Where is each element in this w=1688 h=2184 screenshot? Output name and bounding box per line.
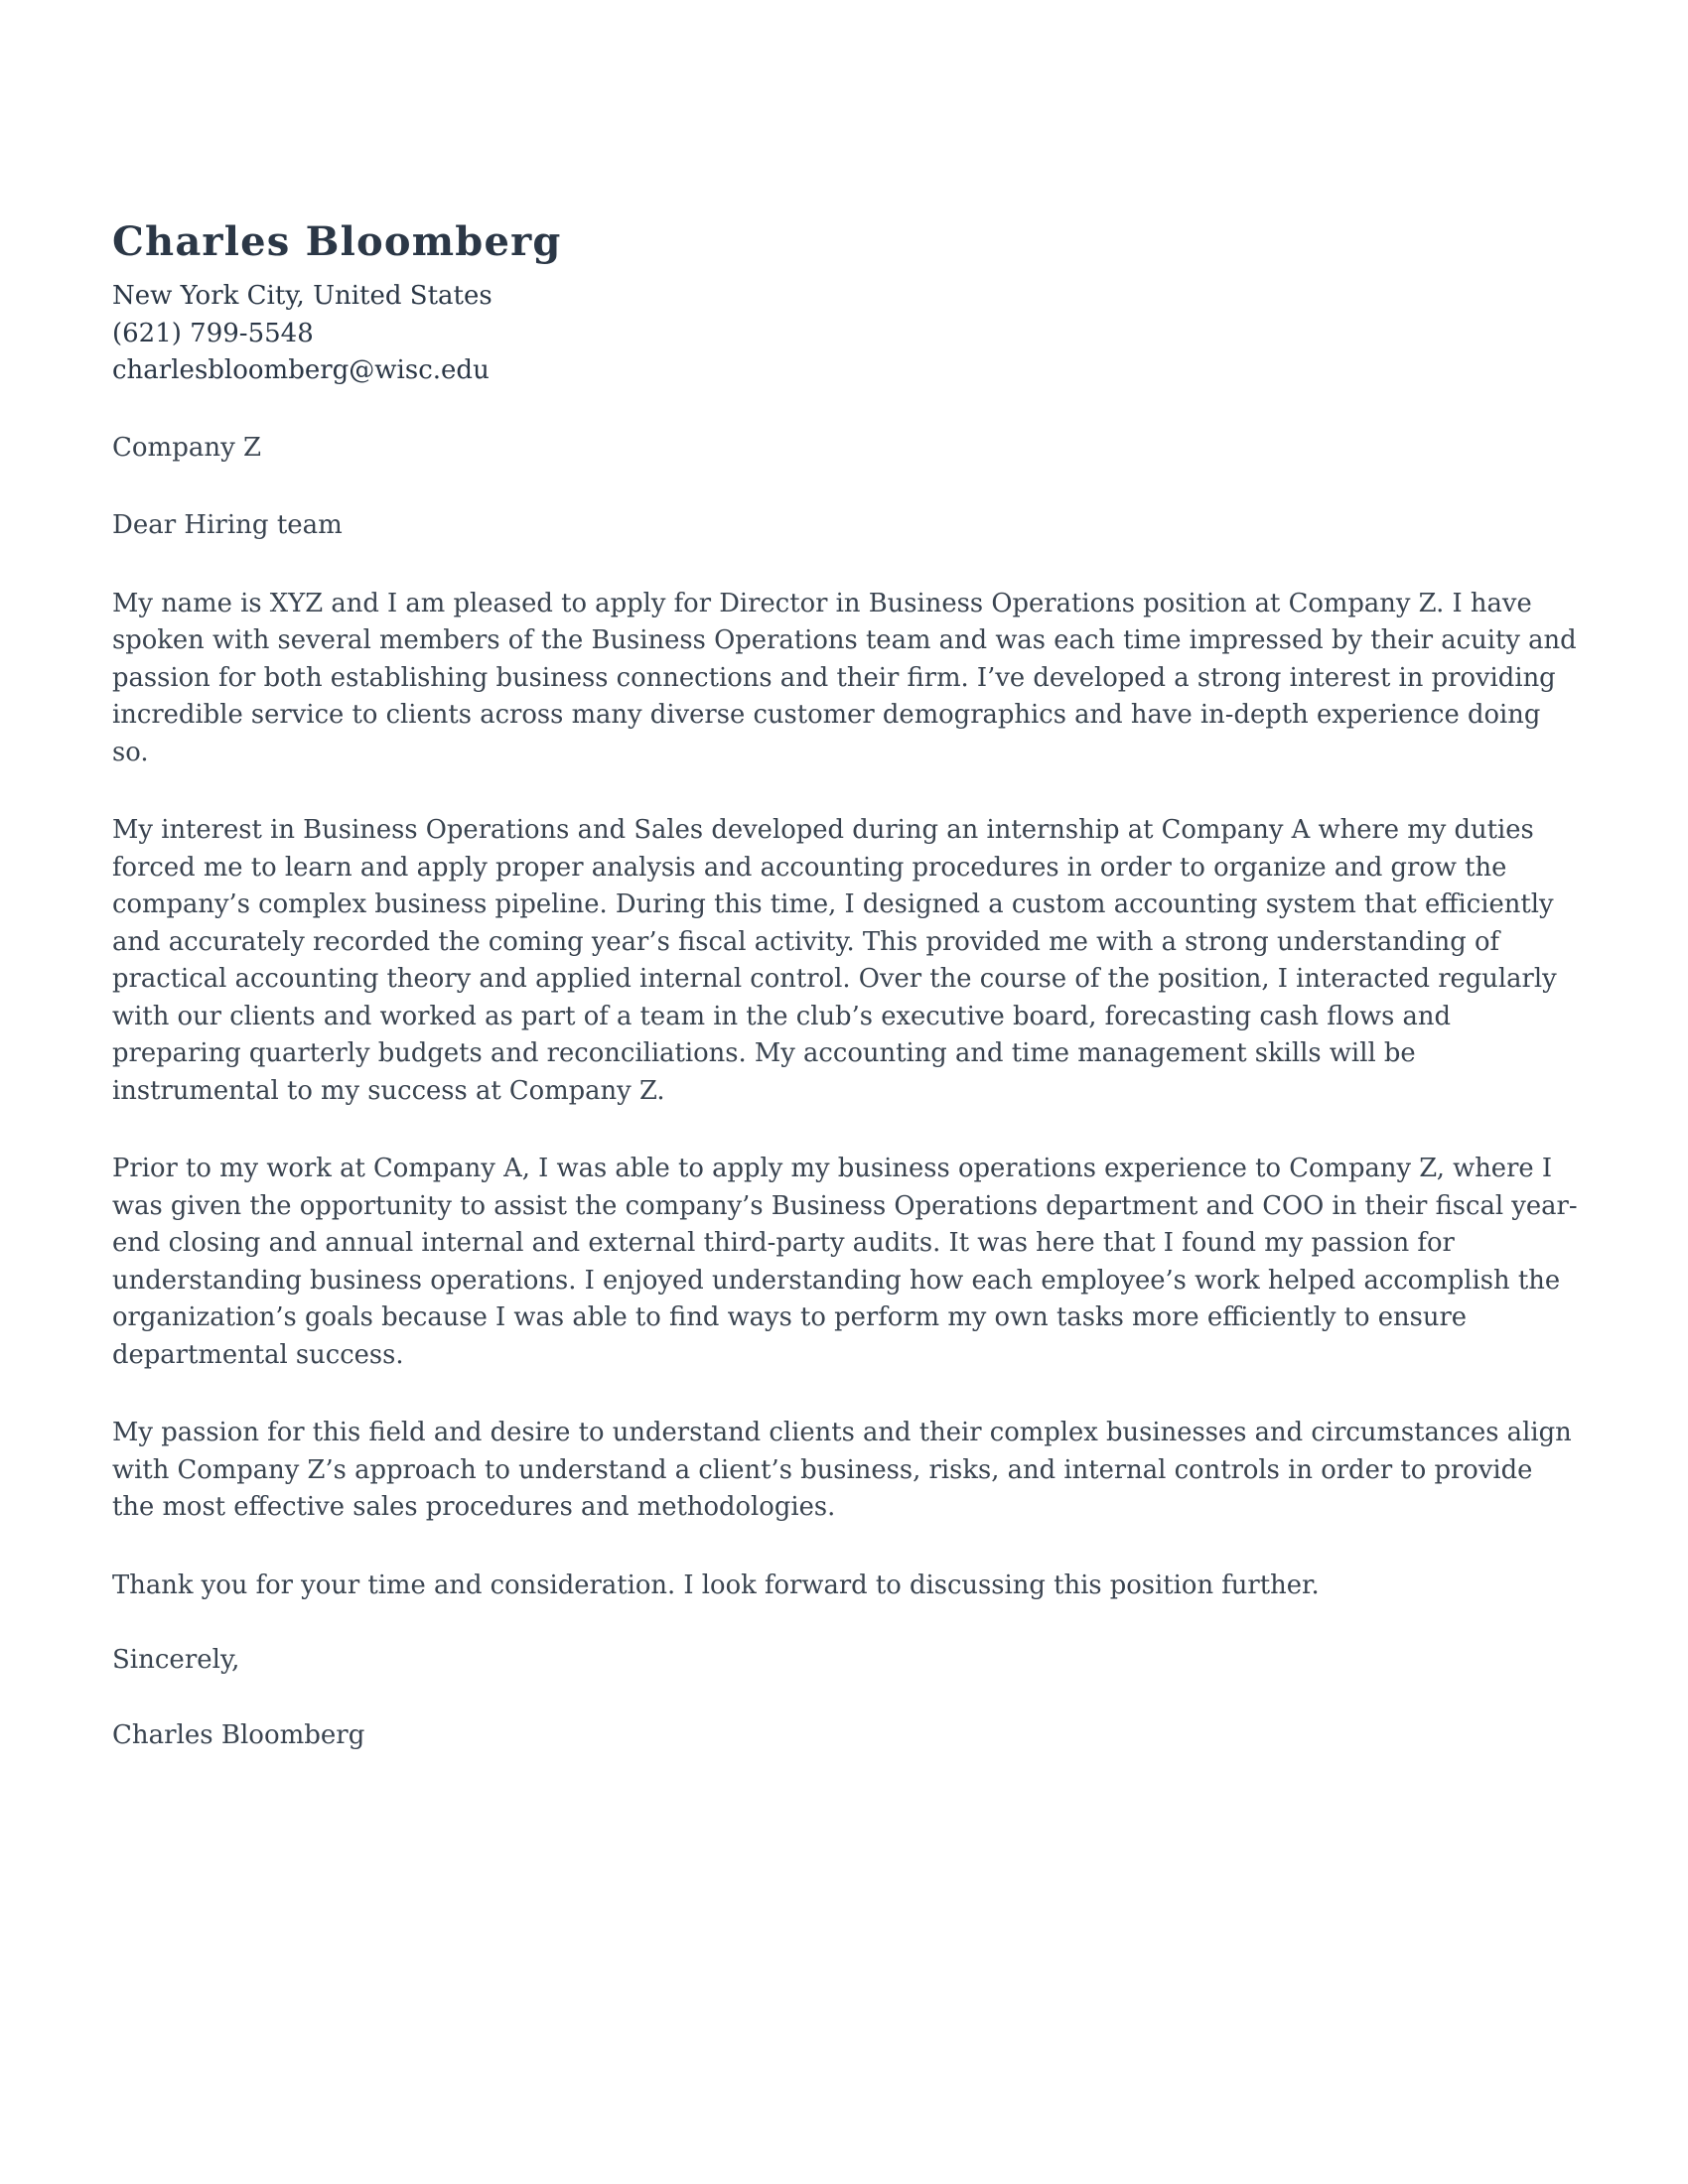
body-paragraph-5: Thank you for your time and consideration. I look forward to discussing this position further. [112,1570,1320,1600]
sender-email: charlesbloomberg@wisc.edu [112,355,490,385]
sender-phone: (621) 799-5548 [112,318,314,348]
salutation: Dear Hiring team [112,510,343,540]
sender-location: New York City, United States [112,281,492,311]
cover-letter [112,216,1582,1754]
recipient-company: Company Z [112,432,262,463]
body-paragraph-3: Prior to my work at Company A, I was able to apply my business operations experience to Company Z, where I was given the opportunity to assist the company’s Business Operations department and COO in their fiscal year-end closing and annual internal and external third-party audits. It was here that I found my passion for understanding business operations. I enjoyed understanding how each employee’s work helped accomplish the organization’s goals because I was able to find ways to perform my own tasks more efficiently to ensure departmental success. [112,1154,1578,1370]
body-paragraph-1: My name is XYZ and I am pleased to apply for Director in Business Operations position at Company Z. I have spoken with several members of the Business Operations team and was each time impressed by their acuity and passion for both establishing business connections and their firm. I’ve developed a strong interest in providing incredible service to clients across many diverse customer demographics and have in-depth experience doing so. [112,588,1577,767]
body-paragraph-2: My interest in Business Operations and Sales developed during an internship at Company A where my duties forced me to learn and apply proper analysis and accounting procedures in order to organize and grow the company’s complex business pipeline. During this time, I designed a custom accounting system that efficiently and accurately recorded the coming year’s fiscal activity. This provided me with a strong understanding of practical accounting theory and applied internal control. Over the course of the position, I interacted regularly with our clients and worked as part of a team in the club’s executive board, forecasting cash flows and preparing quarterly budgets and reconciliations. My accounting and time management skills will be instrumental to my success at Company Z. [112,815,1557,1106]
body-paragraph-4: My passion for this field and desire to understand clients and their complex businesses and circumstances align with Company Z’s approach to understand a client’s business, risks, and internal controls in order to provide the most effective sales procedures and methodologies. [112,1418,1572,1522]
closing: Sincerely, [112,1645,240,1675]
signature-name: Charles Bloomberg [112,1719,365,1750]
sender-name: Charles Bloomberg [112,218,562,265]
